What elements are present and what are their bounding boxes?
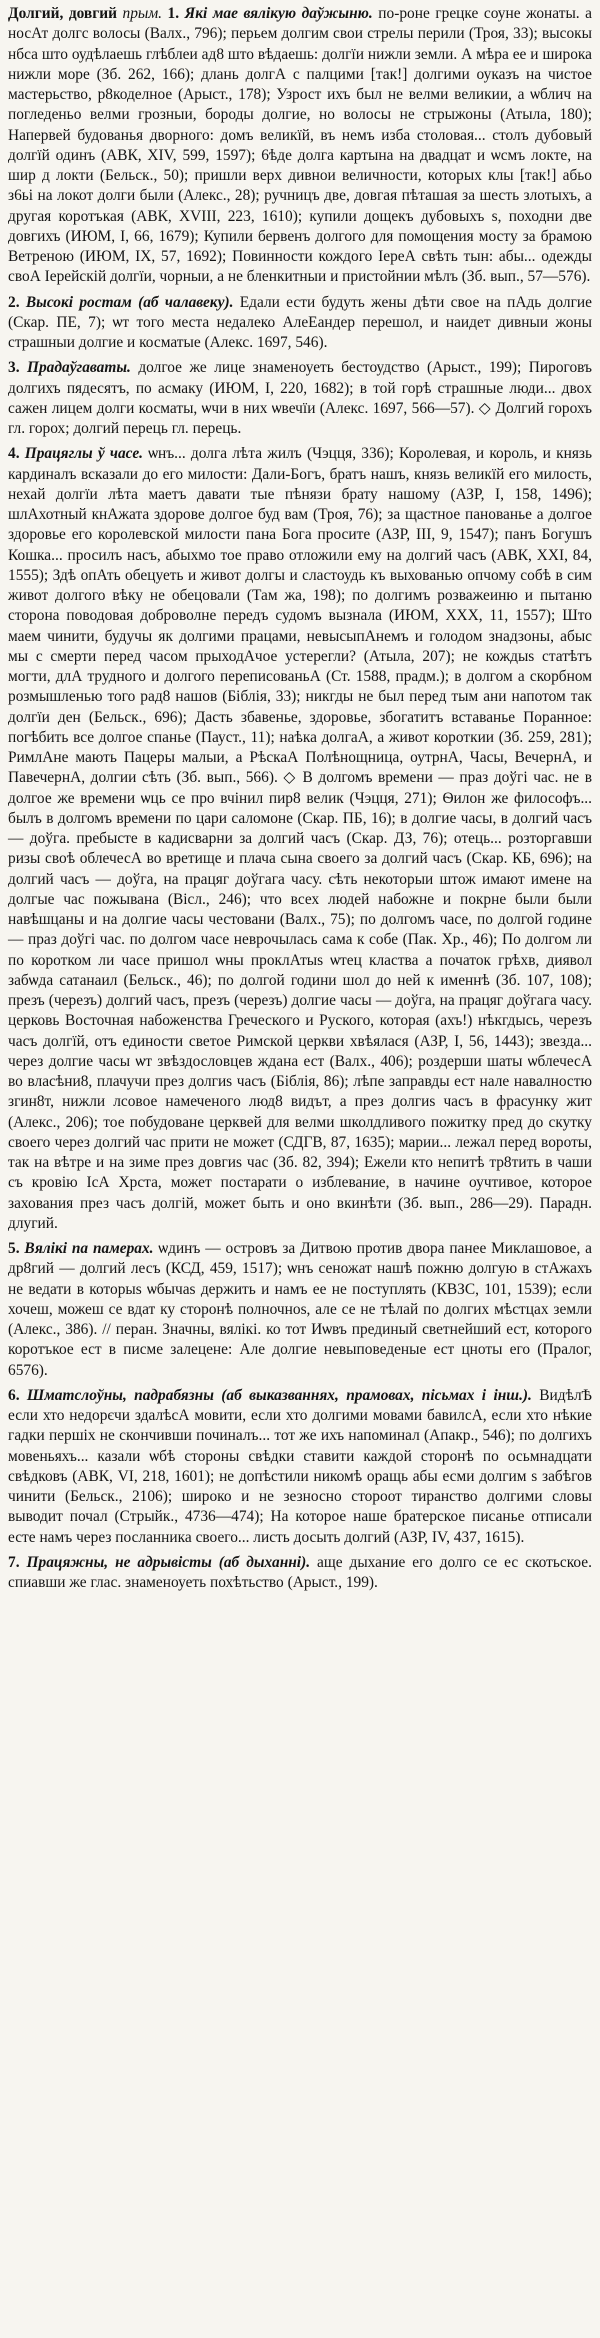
sense-body: по-роне грецке соуне жонаты. а носАт долгс волосы (Валх., 796); перьем долгим свои стрелы перили (Троя, 33); высокы нбса што оудѣлаешь глѣблеи ад8 што вѣдаешь: долгїи нижли земли. А мѣра ее и широка нижли море (Зб. 262, 166); длань долгА с палцими [так!] долгими оуказъ на чистое мастерьство, р8коделное (Арыст., 178); Узрост ихъ был не велми великии, а ѡблич на погледеньо велми грозныи, бороды долгие, но волосы не стрыжоны (Атыла, 180); Напервей будованья дворного: домъ великїй, въ немъ изба столовая... столъ дубовый долгїй одинъ (АВК, XIV, 599, 1597); 6ѣде долга картына на двадцат и ѡсмъ локте, на шир д локти (Бельск., 50); пришли верх дивнои величности, которых клы [так!] абьо з6ьі на локот долги были (Алекс., 28); ручницъ две, довгая пѣташая за шесть злотыхъ, а другая коротъкая (АВК, XVIII, 223, 1610); купили дощекъ дубовыхъ s, походни две довгихъ (ИЮМ, I, 66, 1679); Купили бервенъ долгого для помощения мосту за брамою Ветреною (ИЮМ, IX, 57, 1692); Повинности кождого ІереА свѣть тын: абы... одежды своА Іерейскій долгїи, чорныи, а не бленкитныи и пристойнии мѣлъ (Зб. вып., 57—576). [8,5,592,286]
sense-body: ѡдинъ — островъ за Дитвою против двора панее Миклашовое, а др8гий — долгий лесъ (КСД, 459, 1517); ѡнъ сеножат нашѣ пожню долгую в стАжахъ не ведати в которыѕ ѡбычаѕ держить и намъ ее не поступлять (КВЗС, 101, 1539); если хочеш, можеш се вдат ку сторонѣ полночноѕ, але се не тѣлай по долгих мѣстцах земли (Алекс., 386). // перан. Значны, вялікі. ко тот Иѡвъ прединый светнейший ест, которого коротъкое ест в писме залецене: Але долгие невыповеденые ест цноты его (Пралог, 6576). [8,1240,592,1379]
sense-body: ѡнъ... долга лѣта жилъ (Чэцця, 336); Королевая, и король, и князь кардиналъ всказали до его милости: Дали-Богъ, братъ нашъ, князь великїй его милость, нехай долгїи лѣта маетъ давати тые пѣнязи брату нашому (АЗР, I, 158, 1496); шлАхотный кнАжата здорове долгое буд вам (Троя, 76); за щастное панованье а долгое здоровье его королевской милости пана Бога просите (АЗР, III, 9, 1547); панъ Богушъ Кошка... просилъ насъ, абыхмо тое право отложили ему на долгий часъ (АВК, XXI, 84, 1555); Здѣ опАть обецуеть и живот долгы и сластоудь къ выхованью опчому собѣ в сим живот долгого вѣку не обецовали (Там жа, 198); по долгимъ розважеиню и пытаню сторона поводовая доброволне передъ судомъ вызнала (ИЮМ, XXX, 11, 1557); Што маем чинити, будучы як долгими працами, невысыпАнемъ и голодом знадзоны, абыс мы с смерти перед часом прыходАчое устерегли? (Атыла, 207); не кождыѕ статѣтъ могти, длА трудного и долгого переписованьА (Ст. 1588, прадм.); в долгом а скорбном розмышленью того рад8 нашов (Біблія, 33); никгды не был перед тым ани напотом так долгїи ден (Бельск., 696); Дасть збавенье, здоровье, збогатитъ вставанье Поранное: погѣбить все долгое спанье (Пауст., 11); наѣка долгаА, а живот короткии (Зб. 259, 281); РимлАне мають Пацеры малыи, а РѣскаА Полѣнощница, оутрнА, Часы, ВечернА, и ПавечернА, долгии сѣть (Зб. вып., 566). ◇ В долгомъ времени — праз доўгі час. не в долгое же времени ѡць се про вчінил пир8 велик (Чэцця, 271); Ѳилон же философъ... былъ в долгомъ времени по цари саломоне (Скар. ПБ, 16); в долгие часы, в долгий часъ — доўга. пребысте в кадисварни за долгий часъ (Скар. ДЗ, 76); отець... розторгавши ризы своѣ облечесА во вретище и плача сына своего за долгий часъ (Скар. КБ, 696); на долгий часъ — доўга, на працяг доўгага часу. сѣть некоторыи штож имают имене на долгые час пожывана (Вісл., 246); что всех людей набожне и покрне были были навѣшцаны и на долгие часы честовани (Валх., 75); по долгомъ часе, по долгой године — праз доўгі час. по долгом часе неврочылась сама к собе (Пак. Хр., 46); По долгом ли по коротком ли часе пришол ѡны проклАтыѕ ѡтец кластва а початок грѣхв, диявол забѡда сатанаил (Бельск., 46); по долгой години шол до ней к именнѣ (Зб. 107, 108); презъ (черезъ) долгий часъ, презъ (черезъ) долгие часы — доўга, на працяг доўгага часу. церковь Восточная набоженства Греческого и Руского, которая (ахъ!) нѣкгдысь, черезъ часъ долгїй, отъ единости светое Римской церкви хвѣялася (АЗР, I, 56, 1443); звезда... через долгие часы ѡт звѣздословцев ждана ест (Валх., 406); роздерши шаты ѡблечесА во власѣни8, плачучи през долгиѕ часъ (Біблія, 86); лѣпе заправды ест нале навалностю згин8т, нижли лсовое намеченого люд8 видът, а през долгиѕ часъ в фрасунку жит (Алекс., 206); тое побудоване церквей для велми школдливого пожитку пред до скутку своего через долгий час прити не может (СДГВ, 87, 1635); марии... лежал перед вороты, так на вѣтре и на зиме през довгиѕ час (Зб. 82, 394); Ежели кто непитѣ тр8тить в чаши съ кровію ІсА Хрста, может постарати о изблевание, в начине оучтивое, которое захования през часъ долгій, может быть и оно вкинѣти (Зб. вып., 286—29). Парадн. длугий. [8,445,592,1232]
entry-sense-7 [8,1553,592,1594]
sense-body: ВидѣлѢ если хто недорєчи здалѣсА мовити, если хто долгими мовами бавилсА, если хто нѣкие гадки першіх не скончивши починалъ... тот же ихъ напоминал (Апакр., 546); по долгихъ мовеньяхъ... казали ѡбѣ стороны свѣдки ставити каждой сторонѣ по осьмнадцати свѣдковъ (АВК, VI, 218, 1601); не допѣстили никомѣ оращь абы есми долгим ѕ забѣгов чинити (Бельск., 2106); широко и не зезносно стороот тиранство долгими словы выводит почал (Стрыйк., 4736—474); На которое наше братерское писанье отписали есте намъ через посланника своего... листь досыть долгий (АЗР, IV, 437, 1615). [8,1386,592,1546]
sense-gloss: Высокі ростам (аб чалавеку). [25,293,234,311]
sense-number: 6. [8,1386,20,1404]
sense-body: долгое же лице знаменоуеть бестоудство (Арыст., 199); Пироговъ долгихъ пядесятъ, по асмаку (ИЮМ, I, 220, 1682); в той горѣ страшные люди... двоx сажен лицем долги косматы, ѡчи в них ѡвечїи (Алекс. 1697, 566—57). ◇ Долгий горохъ гл. горох; долгий перець гл. перець. [8,359,592,437]
headword: Долгий, довгий [8,5,117,22]
sense-number: 2. [8,293,20,311]
sense-number: 1. [167,5,180,22]
grammar-label: прым. [122,5,162,22]
sense-number: 4. [8,445,20,463]
sense-number: 7. [8,1553,20,1571]
entry-sense-3 [8,358,592,439]
sense-gloss: Вялікі па памерах. [24,1240,154,1257]
sense-gloss: Працяжны, не адрывісты (аб дыханні). [26,1553,311,1571]
sense-number: 3. [8,359,20,377]
sense-gloss: Які мае вялікую даўжыню. [184,5,373,22]
entry-sense-1 [8,4,592,288]
sense-gloss: Працяглы ў часе. [24,445,143,463]
sense-gloss: Прадаўгаваты. [27,359,131,377]
sense-body: аще дыхание его долго се ес скотьское. спиавши же глас. знаменоуеть похѣтьство (Арыст., 199). [8,1553,592,1591]
sense-body: Едали ести будуть жены дѣти свое на пАдь долгие (Скар. ПЕ, 7); ѡт того места недалеко АлеЕандер перешол, и наидет дивныи жоны страшныи долгие и косматые (Алекс. 1697, 546). [8,293,592,351]
sense-gloss: Шматслоўны, падрабязны (аб выказваннях, прамовах, пісьмах і інш.). [26,1386,532,1404]
entry-sense-2 [8,293,592,354]
entry-sense-6 [8,1386,592,1548]
sense-number: 5. [8,1240,20,1257]
entry-sense-4 [8,444,592,1234]
entry-sense-5 [8,1239,592,1381]
